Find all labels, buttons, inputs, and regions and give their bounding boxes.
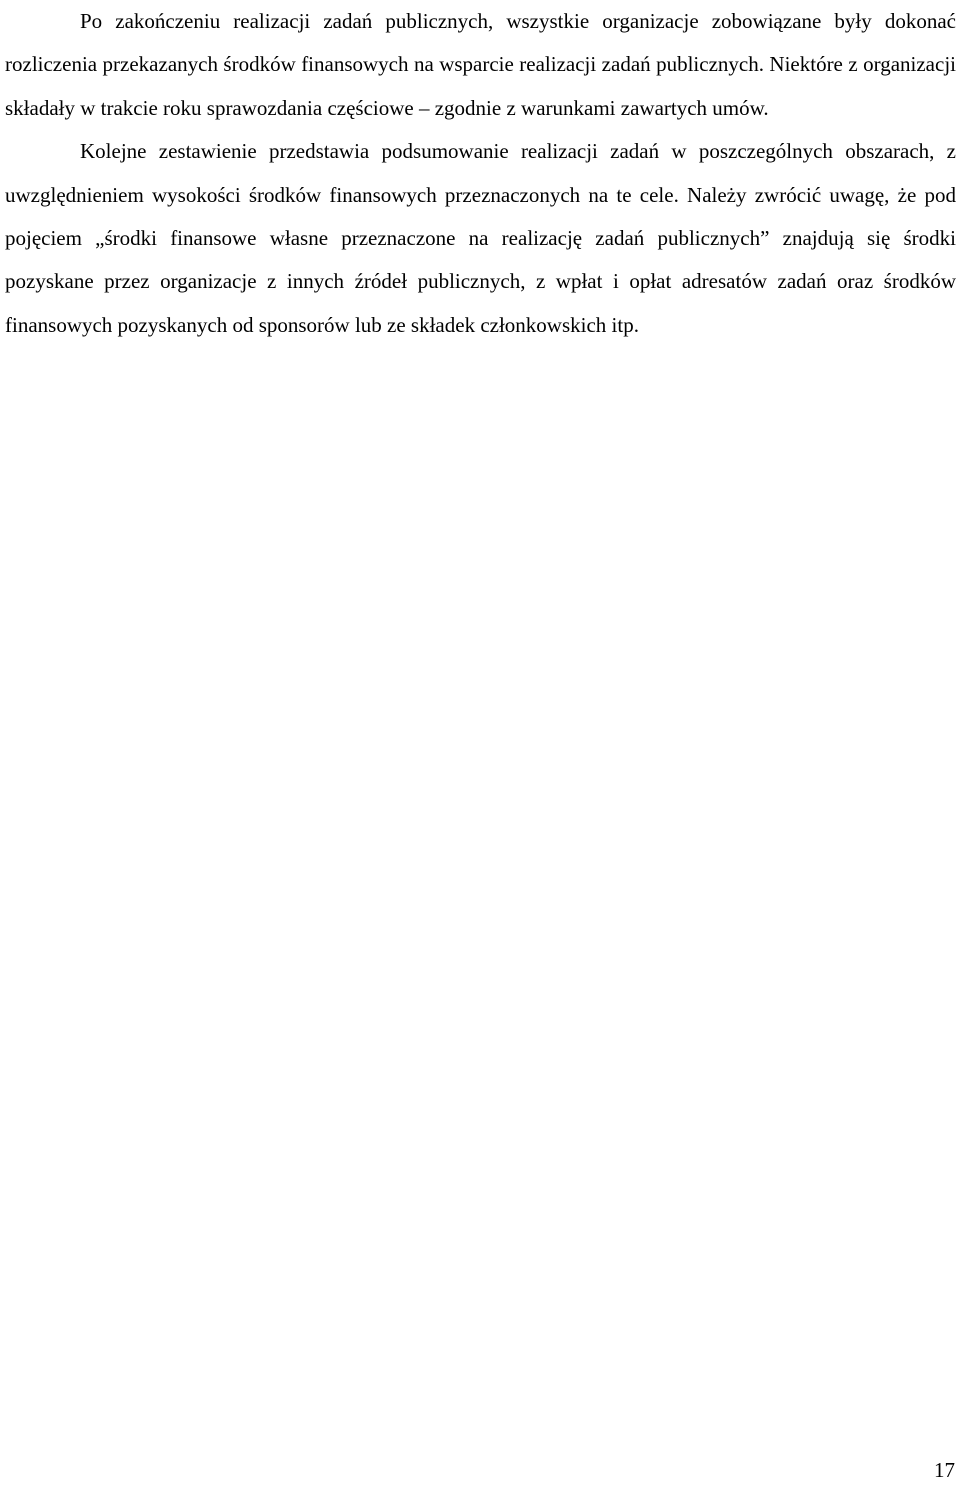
paragraph-settlement: Po zakończeniu realizacji zadań publicznych, wszystkie organizacje zobowiązane były dokonać rozliczenia przekazanych środków finansowych na wsparcie realizacji zadań publicznych. Niektóre z organizacji składały w trakcie roku sprawozdania częściowe – zgodnie z warunkami zawartych umów. — [5, 9, 956, 120]
page-number: 17 — [934, 1458, 955, 1482]
paragraph-summary: Kolejne zestawienie przedstawia podsumowanie realizacji zadań w poszczególnych obszarach, z uwzględnieniem wysokości środków finansowych przeznaczonych na te cele. Należy zwrócić uwagę, że pod pojęciem „środki finansowe własne przeznaczone na realizację zadań publicznych” znajdują się środki pozyskane przez organizacje z innych źródeł publicznych, z wpłat i opłat adresatów zadań oraz środków finansowych pozyskanych od sponsorów lub ze składek członkowskich itp. — [5, 139, 956, 337]
body-text — [5, 0, 956, 347]
